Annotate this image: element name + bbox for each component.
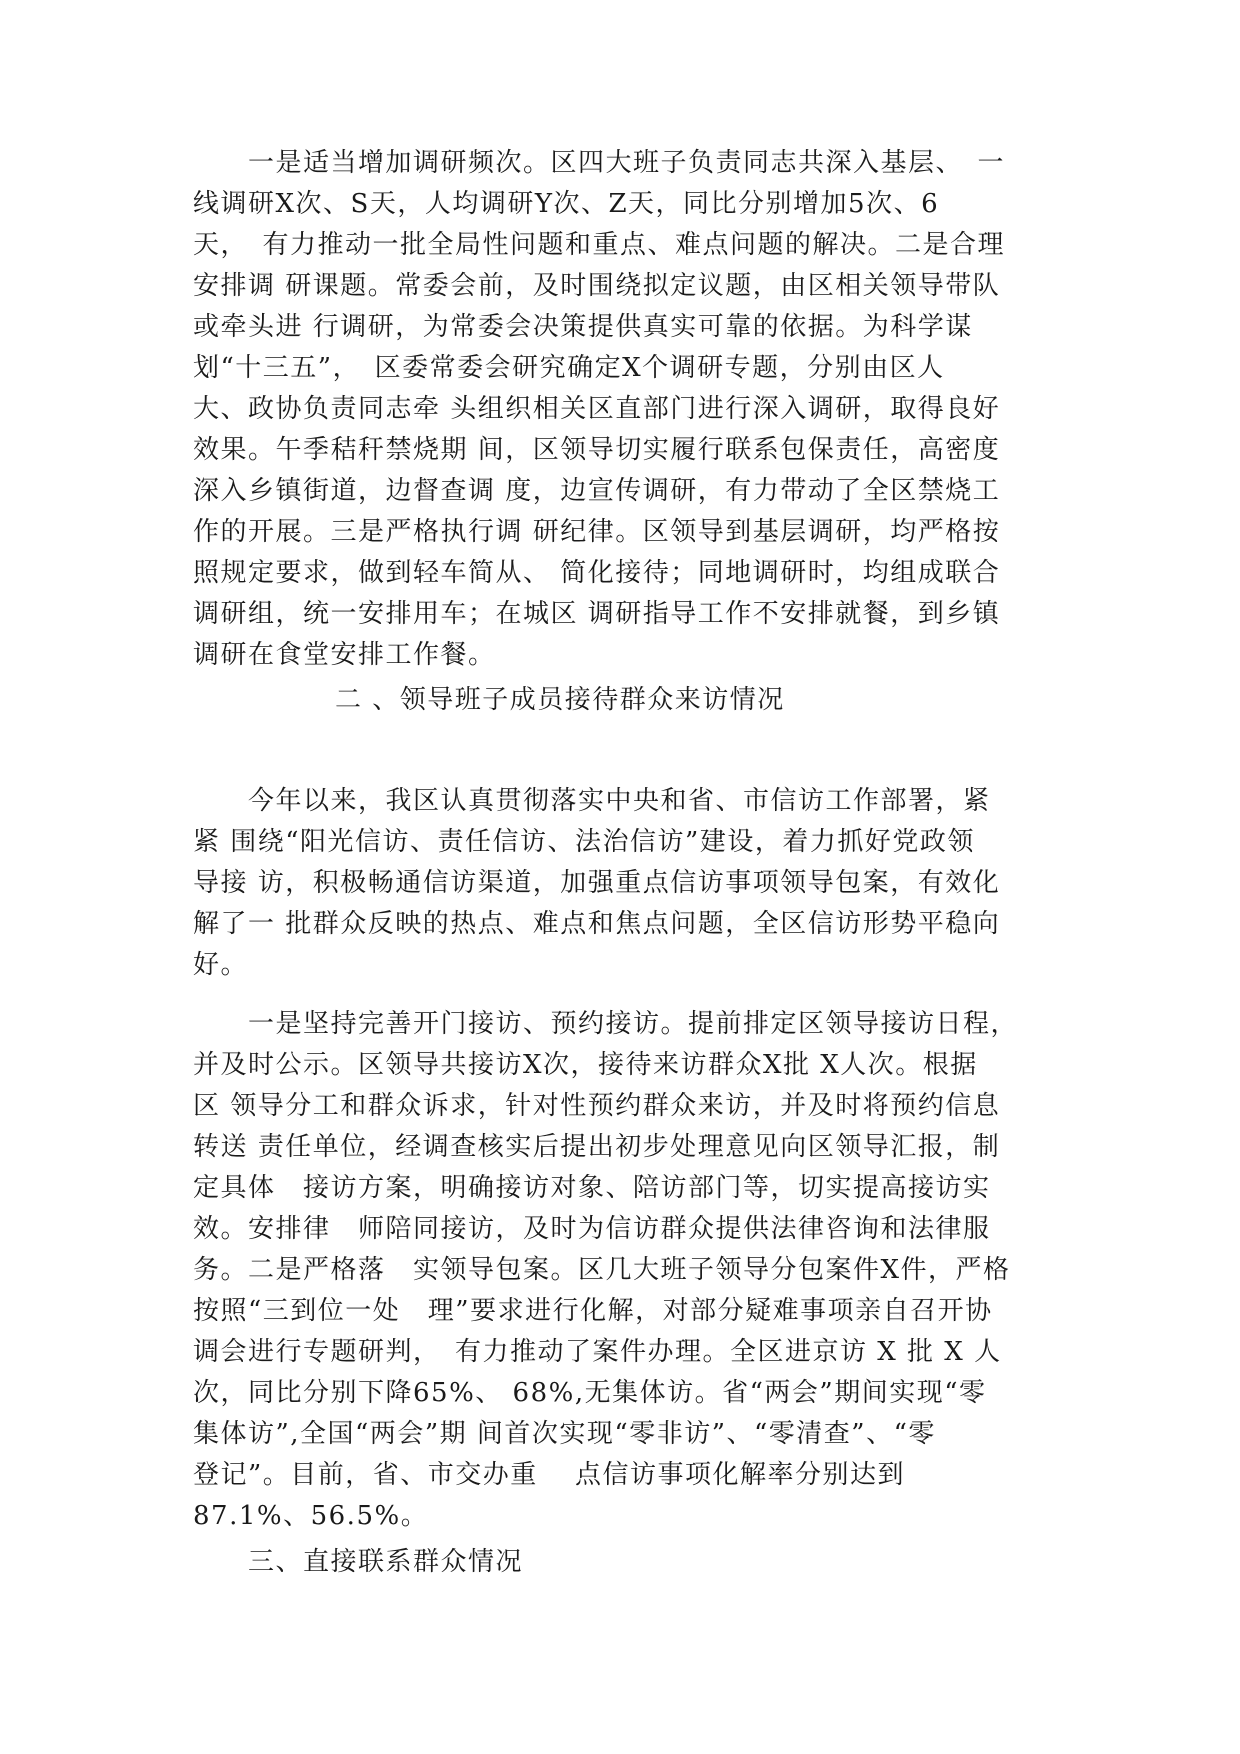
text-line: 照规定要求，做到轻车简从、 简化接待；同地调研时，均组成联合 xyxy=(193,558,1001,588)
text-line: 今年以来，我区认真贯彻落实中央和省、市信访工作部署，紧 xyxy=(193,786,991,816)
text-line: 87.1%、56.5%。 xyxy=(193,1501,429,1531)
text-line: 区 领导分工和群众诉求，针对性预约群众来访，并及时将预约信息 xyxy=(193,1091,1001,1121)
text-line: 天， 有力推动一批全局性问题和重点、难点问题的解决。二是合理 xyxy=(193,230,1006,260)
paragraph-petition-overview xyxy=(193,781,1063,986)
section-heading-2: 二 、领导班子成员接待群众来访情况 xyxy=(335,685,785,715)
text-line: 定具体 接访方案，明确接访对象、陪访部门等，切实提高接访实 xyxy=(193,1173,991,1203)
text-line: 一是适当增加调研频次。区四大班子负责同志共深入基层、 一 xyxy=(193,148,1006,178)
text-line: 效果。午季秸秆禁烧期 间，区领导切实履行联系包保责任，高密度 xyxy=(193,435,1001,465)
section-heading-3: 三、直接联系群众情况 xyxy=(193,1547,524,1577)
text-line: 调研组，统一安排用车；在城区 调研指导工作不安排就餐，到乡镇 xyxy=(193,599,1001,629)
text-line: 紧 围绕“阳光信访、责任信访、法治信访”建设，着力抓好党政领 xyxy=(193,827,975,857)
text-line: 导接 访，积极畅通信访渠道，加强重点信访事项领导包案，有效化 xyxy=(193,868,1001,898)
text-line: 安排调 研课题。常委会前，及时围绕拟定议题，由区相关领导带队 xyxy=(193,271,1001,301)
text-line: 线调研X次、S天，人均调研Y次、Z天，同比分别增加5次、6 xyxy=(193,189,940,219)
text-line: 效。安排律 师陪同接访，及时为信访群众提供法律咨询和法律服 xyxy=(193,1214,991,1244)
text-line: 解了一 批群众反映的热点、难点和焦点问题，全区信访形势平稳向 xyxy=(193,909,1001,939)
text-line: 次，同比分别下降65%、 68%,无集体访。省“两会”期间实现“零 xyxy=(193,1378,987,1408)
text-line: 并及时公示。区领导共接访X次，接待来访群众X批 X人次。根据 xyxy=(193,1050,978,1080)
text-line: 好。 xyxy=(193,950,249,980)
text-line: 转送 责任单位，经调查核实后提出初步处理意见向区领导汇报，制 xyxy=(193,1132,1001,1162)
text-line: 按照“三到位一处 理”要求进行化解，对部分疑难事项亲自召开协 xyxy=(193,1296,993,1326)
text-line: 划“十三五”， 区委常委会研究确定X个调研专题，分别由区人 xyxy=(193,353,945,383)
text-line: 调会进行专题研判， 有力推动了案件办理。全区进京访 X 批 X 人 xyxy=(193,1337,1002,1367)
text-line: 集体访”,全国“两会”期 间首次实现“零非访”、“零清查”、“零 xyxy=(193,1419,936,1449)
text-line: 或牵头进 行调研，为常委会决策提供真实可靠的依据。为科学谋 xyxy=(193,312,973,342)
text-line: 调研在食堂安排工作餐。 xyxy=(193,640,496,670)
text-line: 一是坚持完善开门接访、预约接访。提前排定区领导接访日程， xyxy=(193,1009,1019,1039)
text-line: 登记”。目前，省、市交办重 点信访事项化解率分别达到 xyxy=(193,1460,906,1490)
text-line: 大、政协负责同志牵 头组织相关区直部门进行深入调研，取得良好 xyxy=(193,394,1001,424)
paragraph-reception-measures xyxy=(193,1004,1063,1537)
paragraph-research-frequency xyxy=(193,143,1063,676)
text-line: 深入乡镇街道，边督查调 度，边宣传调研，有力带动了全区禁烧工 xyxy=(193,476,1001,506)
text-line: 务。二是严格落 实领导包案。区几大班子领导分包案件X件，严格 xyxy=(193,1255,1011,1285)
text-line: 作的开展。三是严格执行调 研纪律。区领导到基层调研，均严格按 xyxy=(193,517,1001,547)
